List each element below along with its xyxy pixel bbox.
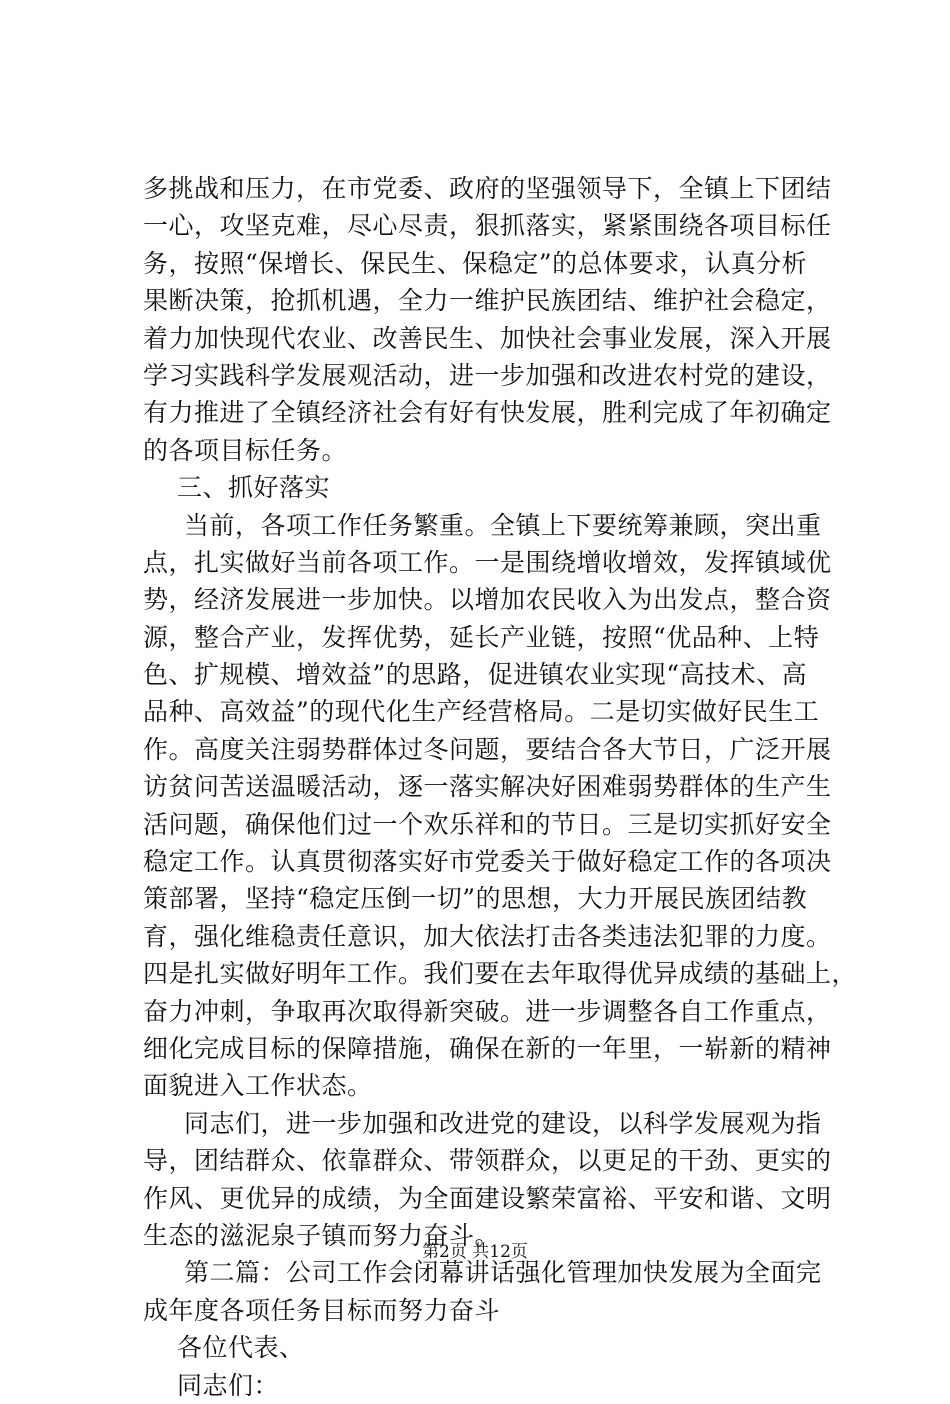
text-line: 务，按照“保增长、保民生、保稳定”的总体要求，认真分析	[143, 248, 808, 278]
section-heading: 三、抓好落实	[177, 473, 331, 503]
text-line: 细化完成目标的保障措施，确保在新的一年里，一崭新的精神	[143, 1033, 832, 1063]
text-line: 的各项目标任务。	[143, 435, 348, 465]
text-line: 源，整合产业，发挥优势，延长产业链，按照“优品种、上特	[143, 622, 820, 652]
page-number-footer: 第2页 共12页	[422, 1242, 528, 1262]
text-line: 面貌进入工作状态。	[143, 1071, 373, 1101]
text-line: 点，扎实做好当前各项工作。一是围绕增收增效，发挥镇域优	[143, 547, 832, 577]
text-line: 着力加快现代农业、改善民生、加快社会事业发展，深入开展	[143, 323, 832, 353]
text-line: 策部署，坚持“稳定压倒一切”的思想，大力开展民族团结教	[143, 884, 808, 914]
text-line: 有力推进了全镇经济社会有好有快发展，胜利完成了年初确定	[143, 398, 832, 428]
text-line: 同志们，进一步加强和改进党的建设，以科学发展观为指	[184, 1108, 822, 1138]
text-line: 果断决策，抢抓机遇，全力一维护民族团结、维护社会稳定，	[143, 286, 832, 316]
text-line: 生态的滋泥泉子镇而努力奋斗。	[143, 1220, 501, 1250]
text-line: 作。高度关注弱势群体过冬问题，要结合各大节日，广泛开展	[143, 734, 832, 764]
text-line: 奋力冲刺，争取再次取得新突破。进一步调整各自工作重点，	[143, 996, 832, 1026]
document-body	[143, 170, 858, 1404]
text-line: 活问题，确保他们过一个欢乐祥和的节日。三是切实抓好安全	[143, 809, 832, 839]
salutation: 同志们：	[177, 1370, 280, 1400]
text-line: 稳定工作。认真贯彻落实好市党委关于做好稳定工作的各项决	[143, 847, 832, 877]
chapter-heading-continued: 成年度各项任务目标而努力奋斗	[143, 1295, 501, 1325]
text-line: 导，团结群众、依靠群众、带领群众，以更足的干劲、更实的	[143, 1146, 832, 1176]
text-line: 学习实践科学发展观活动，进一步加强和改进农村党的建设，	[143, 360, 832, 390]
text-line: 色、扩规模、增效益”的思路，促进镇农业实现“高技术、高	[143, 660, 808, 690]
text-line: 四是扎实做好明年工作。我们要在去年取得优异成绩的基础上，	[143, 959, 858, 989]
text-line: 品种、高效益”的现代化生产经营格局。二是切实做好民生工	[143, 697, 820, 727]
salutation: 各位代表、	[177, 1333, 305, 1363]
text-line: 育，强化维稳责任意识，加大依法打击各类违法犯罪的力度。	[143, 921, 832, 951]
text-line: 当前，各项工作任务繁重。全镇上下要统筹兼顾，突出重	[184, 510, 822, 540]
text-line: 作风、更优异的成绩，为全面建设繁荣富裕、平安和谐、文明	[143, 1183, 832, 1213]
text-line: 一心，攻坚克难，尽心尽责，狠抓落实，紧紧围绕各项目标任	[143, 211, 832, 241]
chapter-heading: 第二篇：公司工作会闭幕讲话强化管理加快发展为全面完	[184, 1258, 822, 1288]
text-line: 势，经济发展进一步加快。以增加农民收入为出发点，整合资	[143, 585, 832, 615]
text-line: 多挑战和压力，在市党委、政府的坚强领导下，全镇上下团结	[143, 174, 832, 203]
text-line: 访贫问苦送温暖活动，逐一落实解决好困难弱势群体的生产生	[143, 772, 832, 802]
